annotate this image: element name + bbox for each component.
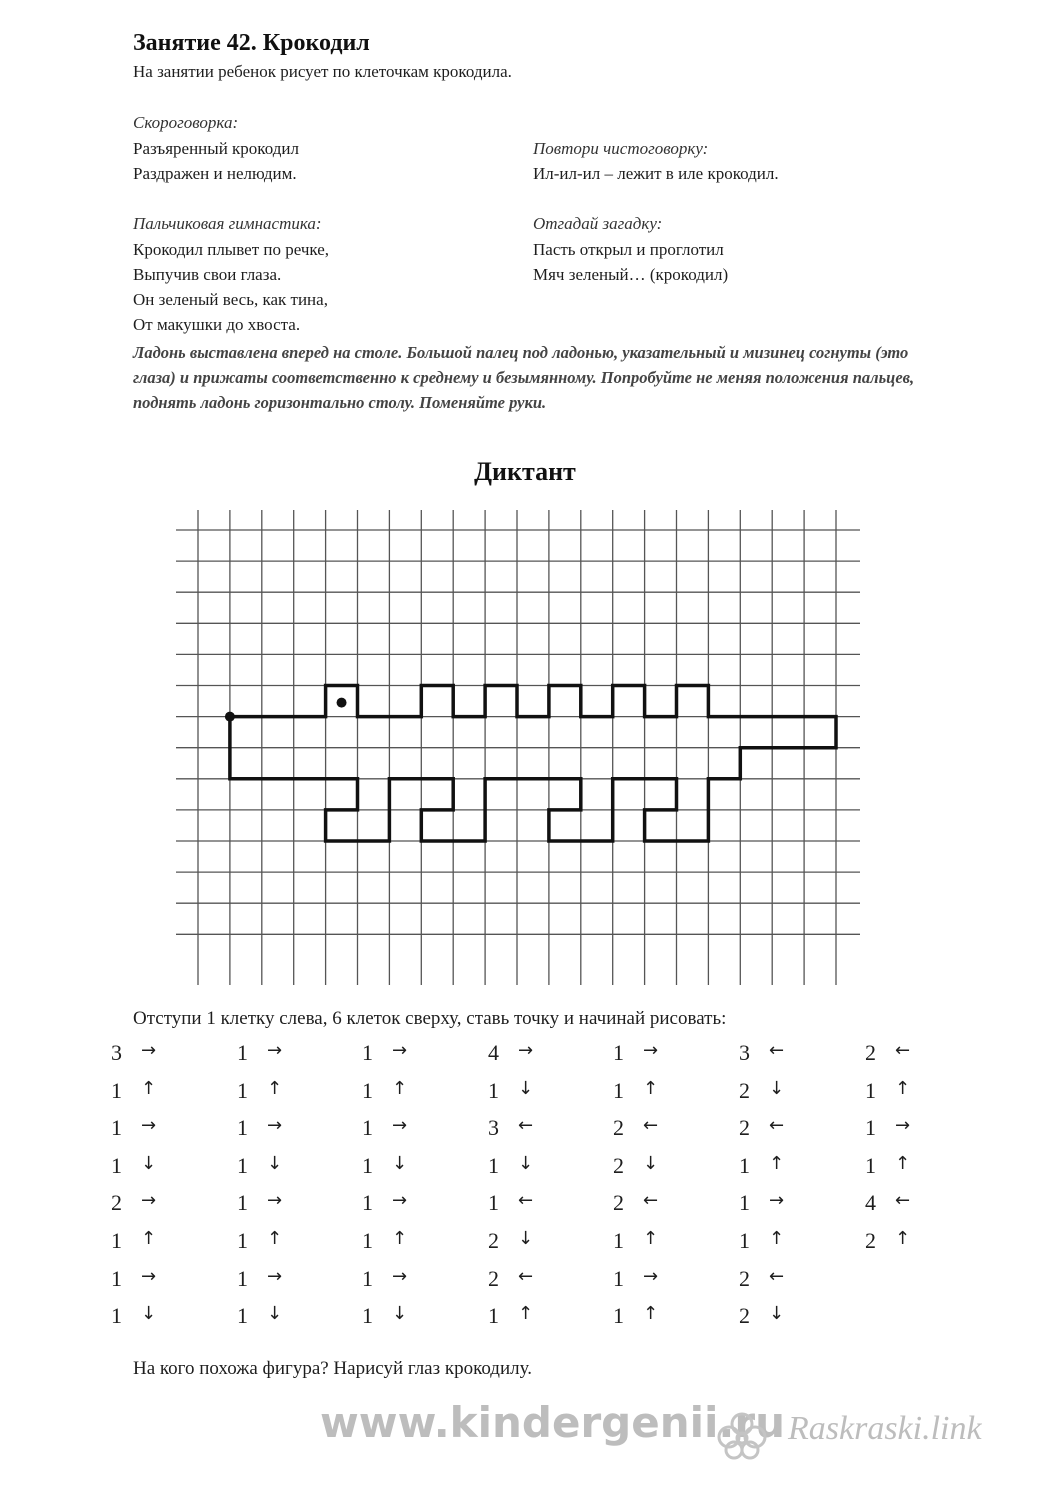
- step-count: 1: [488, 1152, 499, 1178]
- arrow-right-icon: →: [267, 1115, 283, 1137]
- step-count: 1: [865, 1077, 876, 1103]
- step-count: 1: [613, 1040, 624, 1065]
- step-count: 2: [739, 1265, 750, 1291]
- dictation-step: [488, 1266, 598, 1296]
- finger-gym-line: Выпучив свои глаза.: [133, 265, 282, 284]
- step-count: 1: [111, 1265, 122, 1291]
- dictation-step: [237, 1078, 347, 1108]
- finger-gym-heading: Пальчиковая гимнастика:: [133, 214, 322, 233]
- dictation-step: [362, 1078, 472, 1108]
- arrow-up-icon: ↑: [895, 1077, 911, 1099]
- step-count: 1: [237, 1040, 248, 1065]
- dictation-step: [362, 1153, 472, 1183]
- dictation-step: [111, 1228, 221, 1258]
- arrow-down-icon: ↓: [769, 1077, 785, 1099]
- step-count: 2: [613, 1115, 624, 1141]
- step-count: 1: [111, 1228, 122, 1253]
- dictation-step: [865, 1078, 975, 1108]
- arrow-left-icon: ←: [518, 1115, 534, 1137]
- finger-gym-line: Он зеленый весь, как тина,: [133, 290, 328, 309]
- dictation-step: [739, 1040, 849, 1070]
- riddle-line: Пасть открыл и проглотил: [533, 240, 724, 259]
- step-count: 4: [865, 1190, 876, 1216]
- dictation-heading: Диктант: [474, 457, 576, 486]
- step-count: 1: [237, 1077, 248, 1103]
- step-count: 1: [237, 1228, 248, 1253]
- dictation-step: [865, 1115, 975, 1145]
- lesson-title: Занятие 42. Крокодил: [133, 30, 370, 56]
- step-count: 1: [613, 1077, 624, 1103]
- step-count: 1: [613, 1228, 624, 1253]
- step-count: 1: [362, 1040, 373, 1065]
- finger-gym-line: От макушки до хвоста.: [133, 315, 301, 334]
- arrow-down-icon: ↓: [518, 1152, 534, 1174]
- dictation-step: [237, 1190, 347, 1220]
- dictation-step: [237, 1266, 347, 1296]
- flower-logo-icon: [712, 1410, 772, 1460]
- finger-instructions: Ладонь выставлена вперед на столе. Большой палец под ладонью, указательный и мизинец согнуты (это глаза) и прижаты соответственно к среднему и безымянному. Попробуйте не меняя положения пальцев, поднять ладонь горизонтально столу. Поменяйте руки.: [133, 343, 915, 412]
- step-count: 2: [739, 1303, 750, 1329]
- dictation-step: [613, 1040, 723, 1070]
- arrow-right-icon: →: [518, 1040, 534, 1061]
- dictation-step: [613, 1266, 723, 1296]
- arrow-left-icon: ←: [769, 1265, 785, 1287]
- dictation-step: [739, 1266, 849, 1296]
- dictation-step: [111, 1078, 221, 1108]
- arrow-left-icon: ←: [769, 1040, 785, 1061]
- dictation-step: [488, 1153, 598, 1183]
- arrow-up-icon: ↑: [643, 1228, 659, 1249]
- arrow-up-icon: ↑: [392, 1077, 408, 1099]
- arrow-left-icon: ←: [518, 1265, 534, 1287]
- step-count: 1: [362, 1228, 373, 1253]
- step-count: 1: [237, 1152, 248, 1178]
- tongue-twister-heading: Скороговорка:: [133, 113, 239, 132]
- arrow-down-icon: ↓: [141, 1303, 157, 1325]
- dictation-step: [488, 1078, 598, 1108]
- dictation-step: [237, 1040, 347, 1070]
- finger-gym-line: Крокодил плывет по речке,: [133, 240, 330, 259]
- dictation-step: [739, 1115, 849, 1145]
- step-count: 1: [362, 1265, 373, 1291]
- arrow-up-icon: ↑: [643, 1077, 659, 1099]
- arrow-up-icon: ↑: [895, 1152, 911, 1174]
- dictation-step: [739, 1078, 849, 1108]
- dictation-step: [237, 1153, 347, 1183]
- dictation-step: [613, 1190, 723, 1220]
- step-count: 3: [739, 1040, 750, 1065]
- step-count: 2: [488, 1228, 499, 1253]
- arrow-left-icon: ←: [643, 1190, 659, 1212]
- arrow-down-icon: ↓: [141, 1152, 157, 1174]
- arrow-up-icon: ↑: [267, 1228, 283, 1249]
- step-count: 1: [237, 1303, 248, 1329]
- dictation-step: [237, 1115, 347, 1145]
- dictation-step: [362, 1228, 472, 1258]
- step-count: 1: [362, 1077, 373, 1103]
- step-count: 1: [739, 1228, 750, 1253]
- arrow-up-icon: ↑: [141, 1077, 157, 1099]
- step-count: 1: [362, 1115, 373, 1141]
- dictation-step: [865, 1153, 975, 1183]
- arrow-right-icon: →: [895, 1115, 911, 1137]
- dictation-step: [362, 1115, 472, 1145]
- dictation-step: [613, 1303, 723, 1333]
- arrow-up-icon: ↑: [392, 1228, 408, 1249]
- step-count: 2: [111, 1190, 122, 1216]
- step-count: 1: [362, 1190, 373, 1216]
- arrow-left-icon: ←: [895, 1040, 911, 1061]
- lesson-subtitle: На занятии ребенок рисует по клеточкам крокодила.: [133, 62, 512, 81]
- dictation-step: [739, 1228, 849, 1258]
- tongue-twister-line: Раздражен и нелюдим.: [133, 164, 297, 183]
- arrow-up-icon: ↑: [518, 1303, 534, 1325]
- step-count: 2: [865, 1228, 876, 1253]
- step-count: 1: [111, 1152, 122, 1178]
- arrow-up-icon: ↑: [769, 1228, 785, 1249]
- tongue-twister-line: Разъяренный крокодил: [133, 139, 299, 158]
- final-question: На кого похожа фигура? Нарисуй глаз крокодилу.: [133, 1358, 532, 1379]
- step-count: 1: [237, 1115, 248, 1141]
- arrow-right-icon: →: [392, 1040, 408, 1061]
- dictation-step: [488, 1115, 598, 1145]
- arrow-right-icon: →: [769, 1190, 785, 1212]
- dictation-step: [111, 1153, 221, 1183]
- arrow-up-icon: ↑: [769, 1152, 785, 1174]
- dictation-step: [488, 1190, 598, 1220]
- dictation-step: [111, 1190, 221, 1220]
- dictation-step: [613, 1153, 723, 1183]
- step-count: 1: [488, 1190, 499, 1216]
- step-count: 1: [865, 1115, 876, 1141]
- crocodile-eye: [337, 698, 347, 708]
- dictation-step: [111, 1040, 221, 1070]
- dictation-step: [613, 1078, 723, 1108]
- arrow-down-icon: ↓: [518, 1077, 534, 1099]
- dictation-step: [613, 1228, 723, 1258]
- step-count: 2: [488, 1265, 499, 1291]
- arrow-left-icon: ←: [643, 1115, 659, 1137]
- arrow-left-icon: ←: [895, 1190, 911, 1212]
- dictation-step: [237, 1303, 347, 1333]
- step-count: 3: [488, 1115, 499, 1141]
- dictation-step: [488, 1040, 598, 1070]
- dictation-step: [362, 1040, 472, 1070]
- dictation-step: [739, 1303, 849, 1333]
- step-count: 1: [739, 1152, 750, 1178]
- arrow-down-icon: ↓: [392, 1152, 408, 1174]
- step-count: 1: [237, 1190, 248, 1216]
- step-count: 2: [739, 1115, 750, 1141]
- dictation-step: [865, 1228, 975, 1258]
- arrow-right-icon: →: [643, 1265, 659, 1287]
- start-dot: [225, 712, 235, 722]
- arrow-left-icon: ←: [769, 1115, 785, 1137]
- step-count: 1: [865, 1152, 876, 1178]
- arrow-right-icon: →: [267, 1040, 283, 1061]
- dictation-step: [739, 1190, 849, 1220]
- arrow-right-icon: →: [392, 1190, 408, 1212]
- step-count: 1: [488, 1077, 499, 1103]
- step-count: 1: [111, 1303, 122, 1329]
- arrow-up-icon: ↑: [895, 1228, 911, 1249]
- dictation-step: [865, 1040, 975, 1070]
- repeat-rhyme-line: Ил-ил-ил – лежит в иле крокодил.: [533, 164, 779, 183]
- arrow-down-icon: ↓: [267, 1152, 283, 1174]
- step-count: 1: [613, 1265, 624, 1291]
- arrow-up-icon: ↑: [141, 1228, 157, 1249]
- arrow-right-icon: →: [141, 1190, 157, 1212]
- dictation-step: [613, 1115, 723, 1145]
- dictation-step: [111, 1266, 221, 1296]
- dictation-step: [362, 1190, 472, 1220]
- step-count: 1: [362, 1303, 373, 1329]
- dictation-step: [739, 1153, 849, 1183]
- dictation-step: [111, 1115, 221, 1145]
- arrow-down-icon: ↓: [267, 1303, 283, 1325]
- arrow-up-icon: ↑: [643, 1303, 659, 1325]
- riddle-line: Мяч зеленый… (крокодил): [533, 265, 729, 284]
- step-count: 4: [488, 1040, 499, 1065]
- arrow-down-icon: ↓: [392, 1303, 408, 1325]
- dictation-step: [488, 1303, 598, 1333]
- arrow-right-icon: →: [392, 1265, 408, 1287]
- dictation-step: [362, 1266, 472, 1296]
- start-instruction: Отступи 1 клетку слева, 6 клеток сверху, ставь точку и начинай рисовать:: [133, 1008, 727, 1029]
- step-count: 2: [739, 1077, 750, 1103]
- arrow-down-icon: ↓: [769, 1303, 785, 1325]
- step-count: 1: [362, 1152, 373, 1178]
- arrow-right-icon: →: [141, 1265, 157, 1287]
- step-count: 1: [488, 1303, 499, 1329]
- step-count: 2: [613, 1190, 624, 1216]
- watermark-raskraski: Raskraski.link: [788, 1410, 982, 1447]
- arrow-down-icon: ↓: [518, 1228, 534, 1249]
- watermark-kindergenii: www.kindergenii.ru: [320, 1398, 785, 1447]
- arrow-down-icon: ↓: [643, 1152, 659, 1174]
- step-count: 1: [111, 1077, 122, 1103]
- dictation-step: [111, 1303, 221, 1333]
- step-count: 2: [865, 1040, 876, 1065]
- arrow-right-icon: →: [392, 1115, 408, 1137]
- dictation-step: [237, 1228, 347, 1258]
- step-count: 3: [111, 1040, 122, 1065]
- arrow-right-icon: →: [141, 1040, 157, 1061]
- riddle-heading: Отгадай загадку:: [533, 214, 663, 233]
- step-count: 1: [237, 1265, 248, 1291]
- step-count: 2: [613, 1152, 624, 1178]
- arrow-right-icon: →: [141, 1115, 157, 1137]
- repeat-rhyme-heading: Повтори чистоговорку:: [533, 139, 709, 158]
- step-count: 1: [739, 1190, 750, 1216]
- crocodile-outline: [230, 686, 836, 842]
- dictation-step: [865, 1190, 975, 1220]
- step-count: 1: [111, 1115, 122, 1141]
- step-count: 1: [613, 1303, 624, 1329]
- arrow-left-icon: ←: [518, 1190, 534, 1212]
- arrow-right-icon: →: [267, 1265, 283, 1287]
- arrow-up-icon: ↑: [267, 1077, 283, 1099]
- dictation-step: [362, 1303, 472, 1333]
- arrow-right-icon: →: [643, 1040, 659, 1061]
- arrow-right-icon: →: [267, 1190, 283, 1212]
- dictation-step: [488, 1228, 598, 1258]
